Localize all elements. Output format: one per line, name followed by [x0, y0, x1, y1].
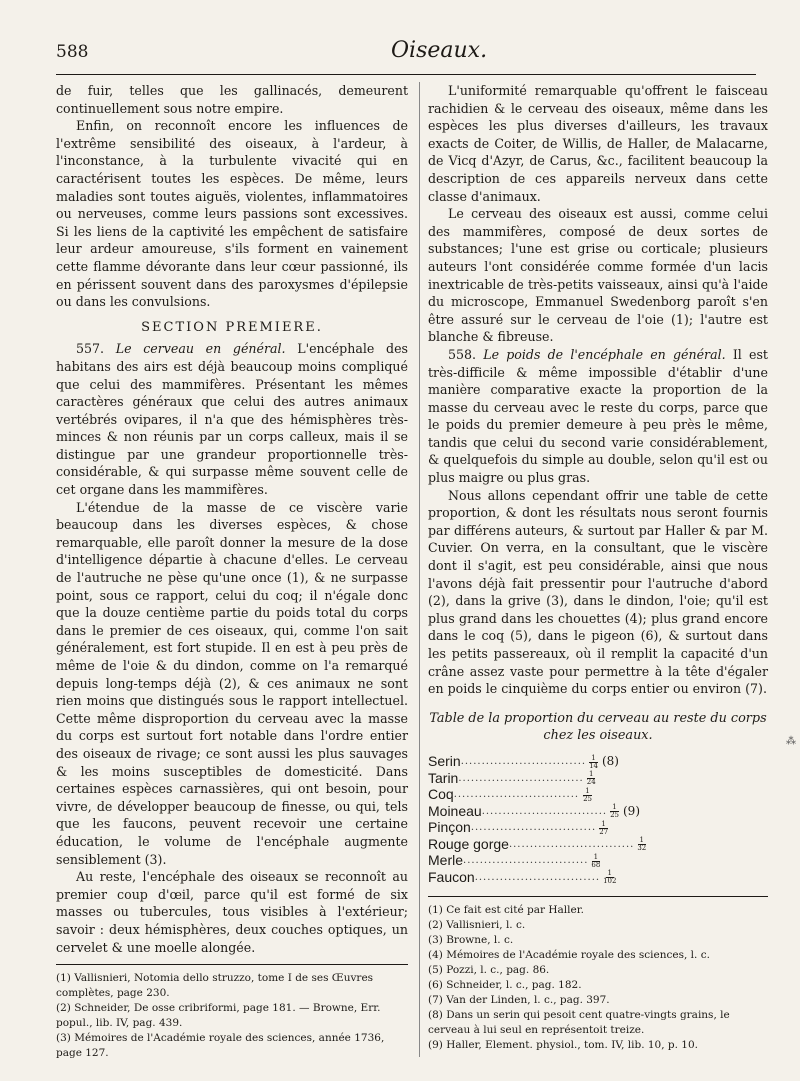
- denominator: 25: [583, 794, 592, 803]
- ratio-fraction: [583, 788, 592, 803]
- leader-dots: ..............................: [453, 789, 580, 801]
- table-row: [428, 869, 618, 886]
- table-row: [428, 835, 647, 853]
- footnote: (2) Schneider, De osse cribriformi, page 181. — Browne, Err. popul., lib. IV, pag. 439.: [56, 1002, 381, 1030]
- bird-name: Coq: [428, 786, 454, 803]
- table-row: [428, 770, 618, 787]
- paragraph-text: L'encéphale des habitans des airs est déjà beaucoup moins compliqué que celui des mammifères. Présentant les mêmes caractères généraux que celui des autres animaux vertébrés ovipares, il n'a que des hémisphères très-minces & non réunis par un corps calleux, mais il se distingue par une grandeur proportionnelle très-considérable, & qui surpasse même souvent celle de cet organe dans les mammifères.: [56, 341, 408, 498]
- section-heading: SECTION PREMIERE.: [141, 319, 323, 335]
- column-divider: [419, 82, 420, 1057]
- page-number: 588: [56, 42, 89, 62]
- ratio-fraction: [603, 870, 616, 885]
- footnote-rule: [428, 896, 768, 897]
- numerator: 1: [593, 852, 599, 861]
- footnote: (6) Schneider, l. c., pag. 182.: [428, 978, 582, 991]
- page-header: [56, 38, 756, 68]
- table-row: [428, 820, 618, 837]
- footnote: (9) Haller, Element. physiol., tom. IV, lib. 10, p. 10.: [428, 1038, 699, 1051]
- footnote: (2) Vallisnieri, l. c.: [428, 918, 526, 931]
- bird-name: Moineau: [428, 802, 482, 819]
- numerator: 1: [612, 803, 617, 812]
- footnote: (1) Vallisnieri, Notomia dello struzzo, tome I de ses Œuvres complètes, page 230.: [56, 972, 374, 1000]
- footnote: (7) Van der Linden, l. c., pag. 397.: [428, 993, 610, 1006]
- proportion-table: [428, 754, 768, 886]
- paragraph-lead: Le cerveau en général.: [115, 341, 286, 357]
- denominator: 14: [589, 761, 598, 770]
- denominator: 32: [637, 844, 647, 853]
- bird-name: Faucon: [428, 868, 475, 885]
- ratio-fraction: [591, 854, 600, 869]
- section-number: 557.: [76, 341, 105, 357]
- paragraph: de fuir, telles que les gallinacés, demeurent continuellement sous notre empire.: [56, 83, 408, 116]
- leader-dots: ..............................: [458, 772, 584, 784]
- denominator: 25: [610, 811, 619, 820]
- numerator: 1: [601, 819, 606, 828]
- footnote: (3) Browne, l. c.: [428, 933, 514, 946]
- ratio-fraction: [587, 771, 596, 786]
- numerator: 1: [588, 770, 594, 779]
- paragraph: Enfin, on reconnoît encore les influences de l'extrême sensibilité des oiseaux, à l'ardeur, à l'inconstance, à la turbulente vivacité qui en caractérisent toutes les espèces. De même, leurs maladies sont toutes aiguës, violentes, inflammatoires ou nerveuses, comme leurs passions sont excessives. Si les liens de la captivité les empêchent de satisfaire leur ardeur amoureuse, s'ils forment en vainement cette flamme dévorante dans leur cœur passionné, ils en périssent souvent dans des paroxysmes d'épilepsie ou dans les convulsions.: [56, 118, 408, 310]
- bird-name: Rouge gorge: [428, 835, 509, 852]
- footnote-ref: (8): [601, 754, 619, 769]
- footnote-ref: (9): [623, 803, 640, 818]
- denominator: 24: [586, 778, 596, 787]
- paragraph: Nous allons cependant offrir une table de cette proportion, & dont les résultats nous seront fournis par différens auteurs, & surtout par Haller & par M. Cuvier. On verra, en la consultant, que le viscère dont il s'agit, est peu considérable, ainsi que nous l'avons déjà fait pressentir pour l'autruche d'abord (2), dans la grive (3), dans le dindon, l'oie; qu'il est plus grand dans les chouettes (4); plus grand encore dans le coq (5), dans le pigeon (6), & surtout dans les petits passereaux, où il remplit la capacité d'un crâne assez vaste pour permettre à la tête d'égaler en poids le cinquième du corps entier ou environ (7).: [428, 487, 768, 697]
- right-column: [428, 82, 768, 1053]
- paragraph-text: Il est très-difficile & même impossible d'établir d'une manière comparative exacte la proportion de la masse du cerveau avec le reste du corps, parce que le poids du premier demeure à peu près le même, tandis que celui du second varie considérablement, & quelquefois du simple au double, selon qu'il est ou plus maigre ou plus gras.: [428, 346, 768, 486]
- numerator: 1: [591, 753, 596, 762]
- leader-dots: ..............................: [474, 871, 601, 883]
- ratio-fraction: [637, 837, 646, 852]
- table-title: Table de la proportion du cerveau au reste du corps chez les oiseaux.: [429, 710, 767, 743]
- table-row: [428, 787, 618, 804]
- running-title: Oiseaux.: [391, 38, 488, 63]
- table-row: [428, 754, 618, 771]
- denominator: 102: [603, 877, 617, 886]
- footnote: (8) Dans un serin qui pesoit cent quatre-vingts grains, le cerveau à lui seul en représentoit treize.: [428, 1008, 730, 1036]
- numerator: 1: [585, 786, 590, 795]
- leader-dots: ..............................: [470, 822, 597, 834]
- bird-name: Serin: [428, 753, 461, 770]
- denominator: 68: [591, 860, 601, 869]
- footnote-rule: [56, 964, 408, 965]
- ratio-fraction: [610, 804, 619, 819]
- paragraph-558: [428, 346, 768, 487]
- bird-name: Tarin: [428, 769, 459, 786]
- denominator: 27: [599, 827, 609, 836]
- bird-name: Merle: [428, 852, 464, 869]
- table-row: [428, 853, 618, 870]
- paragraph: Le cerveau des oiseaux est aussi, comme celui des mammifères, composé de deux sortes de substances; l'une est grise ou corticale; plusieurs auteurs l'ont considérée comme formée d'un lacis inextricable de très-petits vaisseaux, ainsi qu'à l'aide du microscope, Emmanuel Swedenborg paroît s'en être assuré sur le cerveau de l'oie (1); l'autre est blanche & fibreuse.: [428, 206, 768, 345]
- paragraph-lead: Le poids de l'encéphale en général.: [483, 346, 726, 362]
- leader-dots: ..............................: [460, 756, 587, 768]
- footnote: (1) Ce fait est cité par Haller.: [428, 903, 584, 916]
- header-rule: [56, 74, 756, 75]
- numerator: 1: [639, 836, 645, 845]
- margin-mark: ⁂: [786, 736, 796, 747]
- footnote: (3) Mémoires de l'Académie royale des sciences, année 1736, page 127.: [56, 1032, 385, 1060]
- section-number: 558.: [448, 346, 477, 362]
- bird-name: Pinçon: [428, 819, 471, 836]
- table-row: [428, 802, 640, 820]
- footnote: (5) Pozzi, l. c., pag. 86.: [428, 963, 550, 976]
- numerator: 1: [607, 869, 612, 878]
- paragraph: L'étendue de la masse de ce viscère varie beaucoup dans les diverses espèces, & chose remarquable, elle paroît donner la mesure de la dose d'intelligence départie à chacune d'elles. Le cerveau de l'autruche ne pèse qu'une once (1), & ne surpasse point, sous ce rapport, celui du coq; il n'égale donc que la douze centième partie du poids total du corps dans le premier de ces oiseaux, qui, comme l'on sait généralement, est fort stupide. Il en est à peu près de même de l'oie & du dindon, comme on l'a remarqué depuis long-temps déjà (2), & ces animaux ne sont rien moins que distingués sous le rapport intellectuel. Cette même disproportion du cerveau avec la masse du corps est surtout fort notable dans l'ordre entier des oiseaux de rivage; ce sont aussi les plus sauvages & les moins susceptibles de domesticité. Dans certaines espèces carnassières, qui ont besoin, pour vivre, de développer beaucoup de finesse, ou qui, tels que les faucons, peuvent recevoir une certaine éducation, le volume de l'encéphale augmente sensiblement (3).: [56, 499, 408, 867]
- left-column: [56, 82, 408, 1061]
- paragraph: L'uniformité remarquable qu'offrent le faisceau rachidien & le cerveau des oiseaux, même dans les espèces les plus diverses d'ailleurs, les travaux exacts de Coiter, de Willis, de Haller, de Malacarne, de Vicq d'Azyr, de Carus, &c., facilitent beaucoup la description de ces appareils nerveux dans cette classe d'animaux.: [428, 83, 768, 204]
- leader-dots: ..............................: [481, 805, 608, 817]
- paragraph: Au reste, l'encéphale des oiseaux se reconnoît au premier coup d'œil, parce qu'il est formé de six masses ou tubercules, tous visibles à l'extérieur; savoir : deux hémisphères, deux couches optiques, un cervelet & une moelle alongée.: [56, 869, 408, 955]
- leader-dots: ..............................: [463, 855, 589, 867]
- leader-dots: ..............................: [508, 838, 635, 850]
- footnote: (4) Mémoires de l'Académie royale des sciences, l. c.: [428, 948, 710, 961]
- ratio-fraction: [589, 755, 598, 770]
- paragraph-557: [56, 340, 408, 498]
- ratio-fraction: [599, 821, 608, 836]
